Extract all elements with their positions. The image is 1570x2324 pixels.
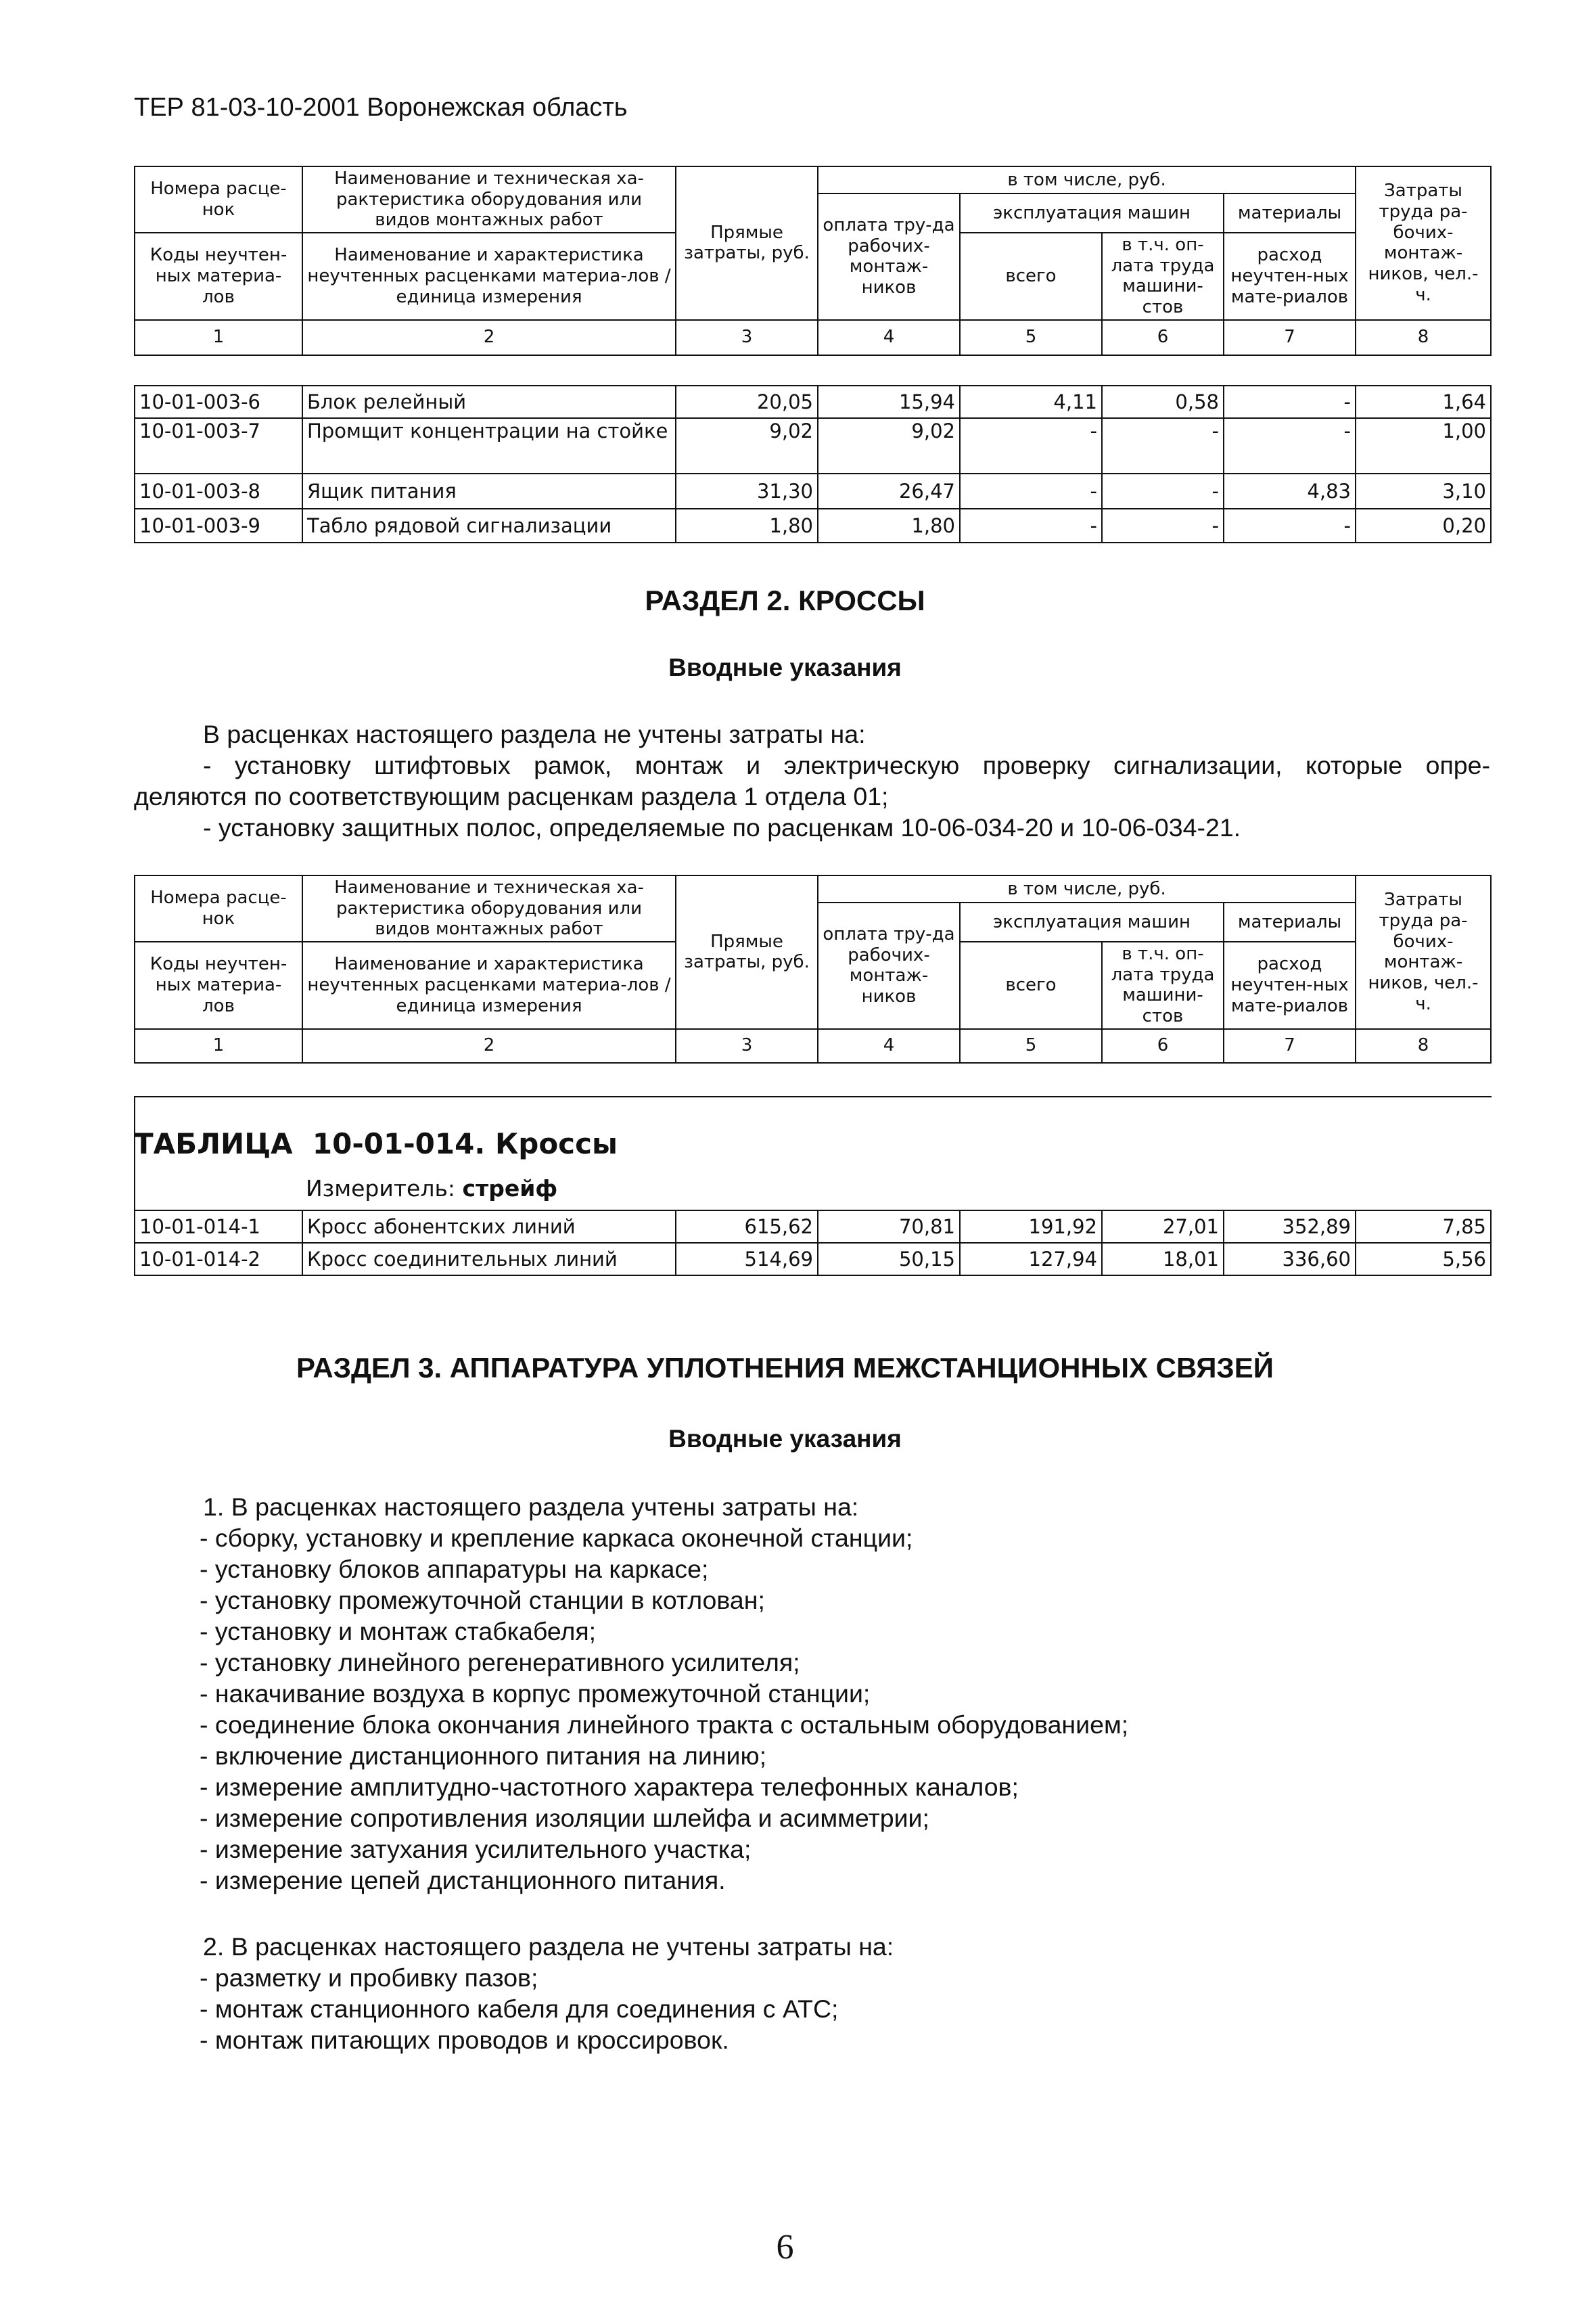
list-item: - установку линейного регенеративного усилителя;: [200, 1648, 800, 1677]
rates-table-1-body: [134, 385, 1492, 543]
col-number: 7: [1224, 1029, 1356, 1063]
section-2-intro-line: В расценках настоящего раздела не учтены затраты на:: [203, 720, 866, 748]
list-item: - накачивание воздуха в корпус промежуточной станции;: [200, 1679, 871, 1708]
rates-table-1-header: [134, 166, 1492, 356]
header-name-bottom: Наименование и характеристика неучтенных расценками материа-лов / единица измерения: [302, 942, 676, 1029]
list-item: - установку блоков аппаратуры на каркасе;: [200, 1555, 709, 1583]
meter-value: стрейф: [462, 1175, 558, 1202]
col-number: 4: [818, 320, 960, 355]
machinist-pay: -: [1102, 418, 1224, 474]
machines-total: 191,92: [960, 1210, 1102, 1243]
machinist-pay: 0,58: [1102, 386, 1224, 418]
materials: 4,83: [1224, 474, 1356, 509]
machines-total: -: [960, 509, 1102, 543]
table-row: [135, 1243, 1491, 1275]
col-number: 3: [676, 320, 818, 355]
header-machinist-pay: в т.ч. оп-лата труда машини-стов: [1102, 942, 1224, 1029]
section-2-intro-title: Вводные указания: [668, 654, 902, 681]
rate-name: Кросс соединительных линий: [302, 1243, 676, 1275]
page-number: 6: [776, 2228, 794, 2266]
rates-table-2-header: [134, 875, 1492, 1064]
list-item: 2. В расценках настоящего раздела не учтены затраты на:: [203, 1932, 894, 1961]
rate-code: 10-01-014-2: [135, 1243, 302, 1275]
col-number: 4: [818, 1029, 960, 1063]
machinist-pay: -: [1102, 474, 1224, 509]
machines-total: 4,11: [960, 386, 1102, 418]
worker-pay: 9,02: [818, 418, 960, 474]
list-item: - измерение цепей дистанционного питания.: [200, 1866, 726, 1894]
col-number: 1: [135, 320, 302, 355]
table-row: [135, 386, 1491, 418]
header-worker-pay: оплата тру-да рабочих-монтаж-ников: [818, 903, 960, 1029]
header-name-top: Наименование и техническая ха-рактеристика оборудования или видов монтажных работ: [302, 875, 676, 942]
section-2-intro-line: деляются по соответствующим расценкам раздела 1 отдела 01;: [134, 782, 889, 811]
table-title-label: ТАБЛИЦА: [134, 1127, 293, 1160]
header-materials: материалы: [1224, 193, 1356, 233]
col-number: 3: [676, 1029, 818, 1063]
rate-name: Промщит концентрации на стойке: [302, 418, 676, 474]
document-header: ТЕР 81-03-10-2001 Воронежская область: [134, 93, 628, 122]
section-3-paragraph-2: [203, 1931, 894, 1962]
labor-hours: 7,85: [1356, 1210, 1491, 1243]
rates-table-2-body: [134, 1210, 1492, 1276]
header-codes-bottom: Коды неучтен-ных материа-лов: [135, 942, 302, 1029]
header-labor-hours: Затраты труда ра-бочих-монтаж-ников, чел.-ч.: [1356, 875, 1491, 1029]
materials: -: [1224, 509, 1356, 543]
header-machines-total: всего: [960, 942, 1102, 1029]
rate-code: 10-01-003-7: [135, 418, 302, 474]
col-number: 1: [135, 1029, 302, 1063]
section-2-intro-line: - установку штифтовых рамок, монтаж и электрическую проверку сигнализации, которые опре-: [203, 751, 1490, 779]
rate-name: Кросс абонентских линий: [302, 1210, 676, 1243]
direct-cost: 1,80: [676, 509, 818, 543]
table-row: [135, 474, 1491, 509]
list-item: - разметку и пробивку пазов;: [200, 1963, 538, 1992]
machines-total: 127,94: [960, 1243, 1102, 1275]
header-materials: материалы: [1224, 903, 1356, 942]
rate-code: 10-01-003-8: [135, 474, 302, 509]
header-codes-top: Номера расце-нок: [135, 875, 302, 942]
header-machines-total: всего: [960, 233, 1102, 320]
col-number: 8: [1356, 1029, 1491, 1063]
direct-cost: 9,02: [676, 418, 818, 474]
header-worker-pay: оплата тру-да рабочих-монтаж-ников: [818, 193, 960, 320]
header-machines: эксплуатация машин: [960, 193, 1224, 233]
list-item: - измерение затухания усилительного участка;: [200, 1835, 752, 1863]
table-meter: [306, 1175, 557, 1202]
col-number: 5: [960, 1029, 1102, 1063]
col-number: 6: [1102, 320, 1224, 355]
section-3-paragraph-1: [203, 1491, 858, 1522]
header-machines: эксплуатация машин: [960, 903, 1224, 942]
direct-cost: 615,62: [676, 1210, 818, 1243]
worker-pay: 70,81: [818, 1210, 960, 1243]
col-number: 5: [960, 320, 1102, 355]
section-3-list-1: [200, 1522, 1128, 1896]
list-item: - измерение амплитудно-частотного характера телефонных каналов;: [200, 1773, 1019, 1801]
table-row: [135, 1210, 1491, 1243]
header-name-top: Наименование и техническая ха-рактеристика оборудования или видов монтажных работ: [302, 166, 676, 233]
table-title-code: 10-01-014.: [312, 1127, 486, 1160]
list-item: - соединение блока окончания линейного тракта с остальным оборудованием;: [200, 1710, 1129, 1739]
table-row: [135, 418, 1491, 474]
header-materials-use: расход неучтен-ных мате-риалов: [1224, 233, 1356, 320]
rate-name: Блок релейный: [302, 386, 676, 418]
header-machinist-pay: в т.ч. оп-лата труда машини-стов: [1102, 233, 1224, 320]
list-item: 1. В расценках настоящего раздела учтены затраты на:: [203, 1493, 859, 1521]
header-labor-hours: Затраты труда ра-бочих-монтаж-ников, чел.-ч.: [1356, 166, 1491, 320]
section-2-intro-line: - установку защитных полос, определяемые по расценкам 10-06-034-20 и 10-06-034-21.: [203, 813, 1241, 842]
table-title: [134, 1127, 618, 1160]
header-group: в том числе, руб.: [818, 166, 1356, 193]
rate-code: 10-01-003-6: [135, 386, 302, 418]
direct-cost: 514,69: [676, 1243, 818, 1275]
col-number: 6: [1102, 1029, 1224, 1063]
table-row: [135, 509, 1491, 543]
section-2-title: РАЗДЕЛ 2. КРОССЫ: [645, 585, 925, 616]
col-number: 8: [1356, 320, 1491, 355]
header-group: в том числе, руб.: [818, 875, 1356, 903]
direct-cost: 31,30: [676, 474, 818, 509]
list-item: - включение дистанционного питания на линию;: [200, 1741, 767, 1770]
materials: -: [1224, 418, 1356, 474]
materials: 352,89: [1224, 1210, 1356, 1243]
list-item: - сборку, установку и крепление каркаса оконечной станции;: [200, 1524, 913, 1552]
col-number: 2: [302, 1029, 676, 1063]
section-3-list-2: [200, 1962, 838, 2055]
header-direct-costs: Прямые затраты, руб.: [676, 166, 818, 320]
labor-hours: 3,10: [1356, 474, 1491, 509]
machinist-pay: 18,01: [1102, 1243, 1224, 1275]
machinist-pay: -: [1102, 509, 1224, 543]
rate-code: 10-01-003-9: [135, 509, 302, 543]
labor-hours: 5,56: [1356, 1243, 1491, 1275]
labor-hours: 1,64: [1356, 386, 1491, 418]
list-item: - монтаж станционного кабеля для соединения с АТС;: [200, 1995, 839, 2023]
machines-total: -: [960, 474, 1102, 509]
worker-pay: 1,80: [818, 509, 960, 543]
list-item: - установку промежуточной станции в котлован;: [200, 1586, 765, 1614]
materials: -: [1224, 386, 1356, 418]
worker-pay: 50,15: [818, 1243, 960, 1275]
header-codes-bottom: Коды неучтен-ных материа-лов: [135, 233, 302, 320]
header-codes-top: Номера расце-нок: [135, 166, 302, 233]
header-name-bottom: Наименование и характеристика неучтенных расценками материа-лов / единица измерения: [302, 233, 676, 320]
list-item: - монтаж питающих проводов и кроссировок.: [200, 2026, 729, 2054]
rate-code: 10-01-014-1: [135, 1210, 302, 1243]
list-item: - установку и монтаж стабкабеля;: [200, 1617, 597, 1645]
col-number: 2: [302, 320, 676, 355]
section-3-intro-title: Вводные указания: [668, 1425, 902, 1453]
machinist-pay: 27,01: [1102, 1210, 1224, 1243]
table-title-name: Кроссы: [494, 1127, 618, 1160]
list-item: - измерение сопротивления изоляции шлейфа и асимметрии;: [200, 1804, 929, 1832]
rate-name: Табло рядовой сигнализации: [302, 509, 676, 543]
worker-pay: 15,94: [818, 386, 960, 418]
header-materials-use: расход неучтен-ных мате-риалов: [1224, 942, 1356, 1029]
worker-pay: 26,47: [818, 474, 960, 509]
rate-name: Ящик питания: [302, 474, 676, 509]
machines-total: -: [960, 418, 1102, 474]
meter-label: Измеритель:: [306, 1175, 456, 1202]
section-3-title: РАЗДЕЛ 3. АППАРАТУРА УПЛОТНЕНИЯ МЕЖСТАНЦИОННЫХ СВЯЗЕЙ: [296, 1352, 1274, 1384]
direct-cost: 20,05: [676, 386, 818, 418]
labor-hours: 1,00: [1356, 418, 1491, 474]
labor-hours: 0,20: [1356, 509, 1491, 543]
header-direct-costs: Прямые затраты, руб.: [676, 875, 818, 1029]
materials: 336,60: [1224, 1243, 1356, 1275]
col-number: 7: [1224, 320, 1356, 355]
